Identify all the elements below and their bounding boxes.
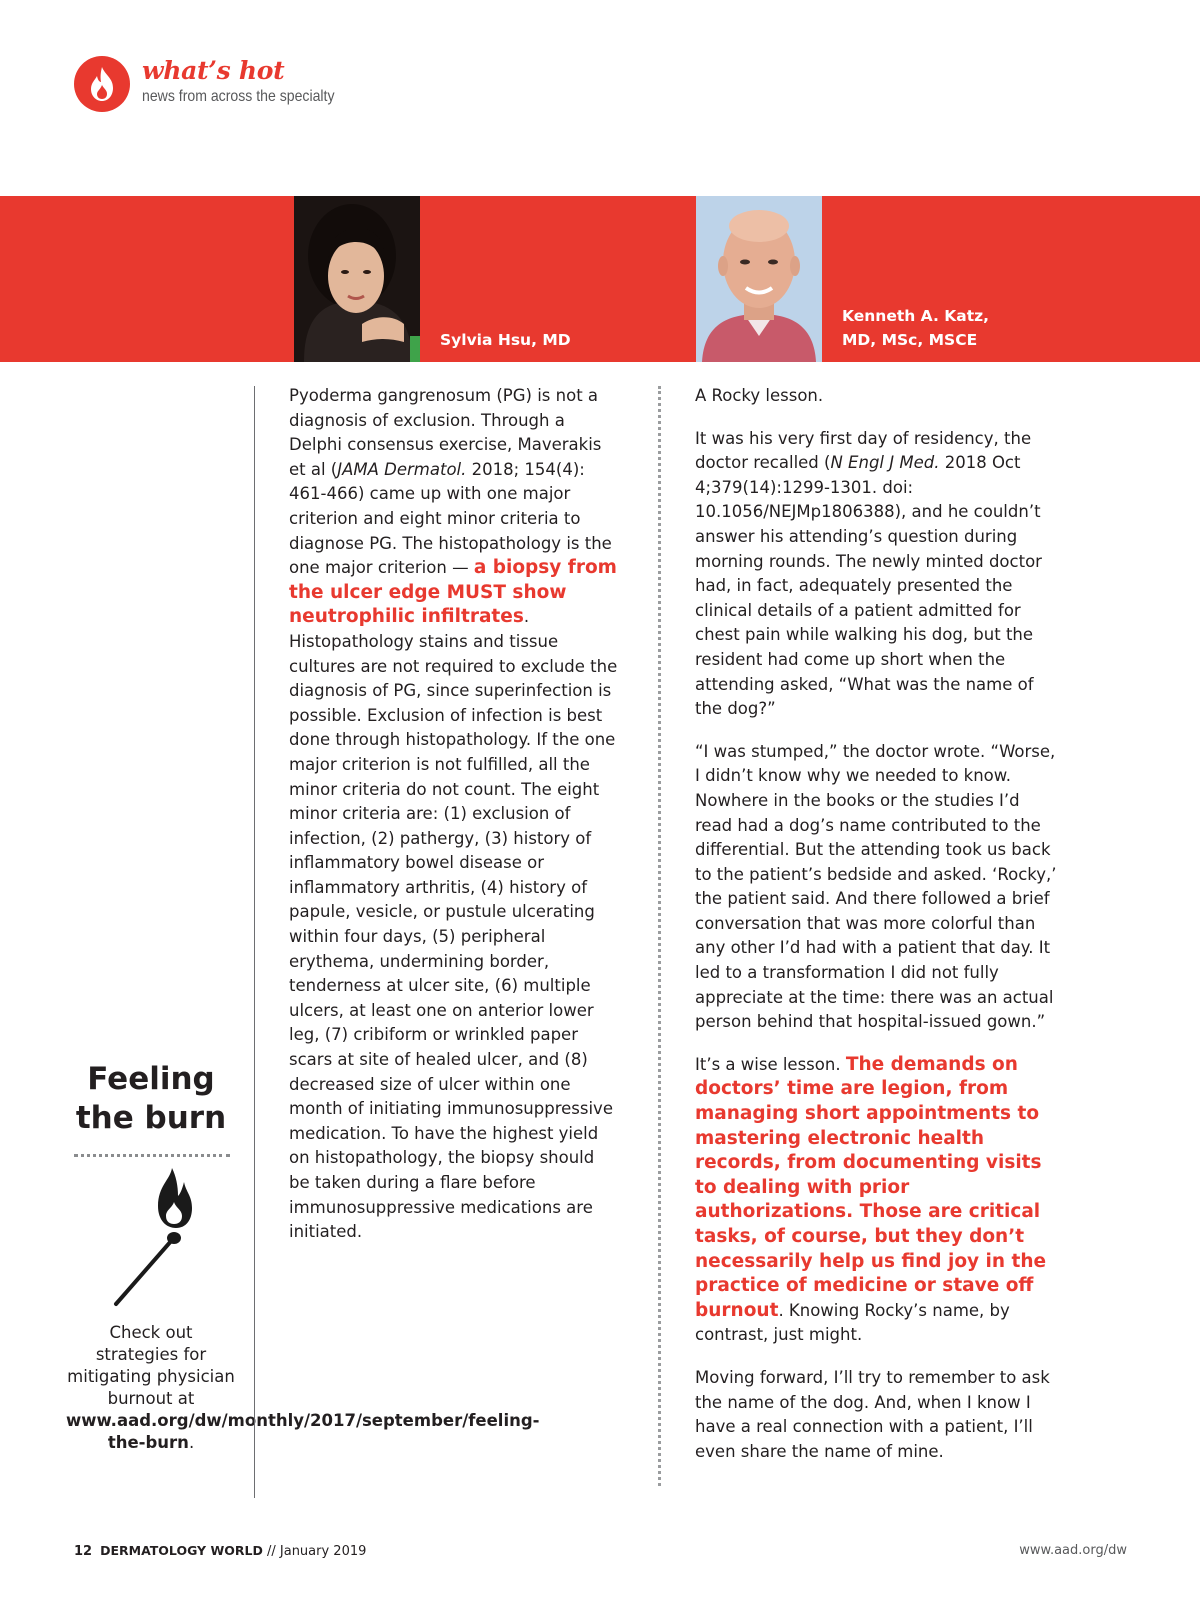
- hsu-text-1: Pyoderma gangrenosum (PG) is not a diagnosis of exclusion. Through a Delphi consensus exercise, Maverakis et al (: [289, 386, 602, 479]
- footer-left: [74, 1543, 366, 1559]
- katz-paragraph-4: [695, 1053, 1060, 1348]
- burning-match-icon: [106, 1168, 196, 1312]
- hsu-paragraph: [289, 384, 619, 1245]
- page-number: 12: [74, 1544, 93, 1559]
- sidebar-text-lead: Check out strategies for mitigating physician burnout at: [67, 1323, 235, 1408]
- flame-logo: [74, 56, 130, 112]
- katz-p2-text-a: It was his very first day of residency, the doctor recalled (: [695, 428, 1032, 473]
- sidebar-text-end: .: [188, 1433, 195, 1452]
- hsu-text-3: . Histopathology stains and tissue cultures are not required to exclude the diagnosis of PG, since superinfection is possible. Exclusion of infection is best done through histopathology. If the one major criterion is not fulfilled, all the minor criteria do not count. The eight minor criteria are: (1) exclusion of infection, (2) pathergy, (3) history of inflammatory bowel disease or inflammatory arthritis, (4) history of papule, vesicle, or pustule ulcerating within four days, (5) peripheral erythema, undermining border, tenderness at ulcer site, (6) multiple ulcers, at least one on anterior lower leg, (7) cribiform or wrinkled paper scars at site of healed ulcer, and (8) decreased size of ulcer within one month of initiating immunosuppressive medication. To have the highest yield on histopathology, the biopsy should be taken during a flare before immunosuppressive medications are initiated.: [289, 607, 618, 1242]
- katz-paragraph-2: [695, 427, 1060, 722]
- katz-paragraph-5: Moving forward, I’ll try to remember to ask the name of the dog. And, when I know I have a real connection with a patient, I’ll even share the name of mine.: [695, 1367, 1050, 1461]
- flame-icon: [86, 65, 118, 103]
- author-photo-katz: [696, 196, 822, 362]
- sidebar-divider: [74, 1154, 230, 1157]
- section-subtitle: news from across the specialty: [142, 88, 335, 105]
- sidebar-rule: [254, 386, 255, 1498]
- hsu-column: [289, 384, 619, 1263]
- sidebar-title-line2: the burn: [75, 1100, 227, 1136]
- author-photo-hsu: [294, 196, 420, 362]
- hsu-text-2: 2018; 154(4): 461-466) came up with one major criterion and eight minor criteria to diagnose PG. The histopathology is the one major criterion —: [289, 459, 612, 578]
- sidebar-text: [66, 1322, 540, 1454]
- katz-paragraph-3: “I was stumped,” the doctor wrote. “Worse, I didn’t know why we needed to know. Nowhere in the books or the studies I’d read had a dog’s name contributed to the differential. But the attending took us back to the patient’s bedside and asked. ‘Rocky,’ the patient said. And there followed a brief conversation that was more colorful than any other I’d had with a patient that day. It led to a transformation I did not fully appreciate at the time: there was an actual person behind that hospital-issued gown.”: [695, 741, 1057, 1032]
- katz-paragraph-1: A Rocky lesson.: [695, 386, 824, 405]
- katz-p2-text-b: 2018 Oct 4;379(14):1299-1301. doi: 10.1056/NEJMp1806388), and he couldn’t answer his attending’s question during morning rounds. The newly minted doctor had, in fact, adequately presented the clinical details of a patient admitted for chest pain while walking his dog, but the resident had come up short when the attending asked, “What was the name of the dog?”: [695, 453, 1042, 719]
- sidebar-link[interactable]: www.aad.org/dw/monthly/2017/september/feeling-the-burn: [66, 1411, 540, 1452]
- sidebar-title-line1: Feeling: [87, 1061, 215, 1097]
- footer-separator: //: [262, 1544, 280, 1559]
- hsu-journal: JAMA Dermatol.: [337, 459, 467, 479]
- katz-column: [695, 384, 1060, 1482]
- author-name-katz: [842, 304, 1022, 352]
- column-divider: [658, 386, 661, 1486]
- katz-p4-text-a: It’s a wise lesson.: [695, 1054, 846, 1074]
- author-name-hsu: Sylvia Hsu, MD: [440, 331, 571, 349]
- sidebar-title: [66, 1060, 236, 1138]
- katz-highlight: The demands on doctors’ time are legion, from managing short appointments to mastering electronic health records, from documenting visits to dealing with prior authorizations. Those are critical tasks, of course, but they don’t necessarily help us find joy in the practice of medicine or stave off burnout: [695, 1053, 1047, 1321]
- author-name-katz-line2: MD, MSc, MSCE: [842, 331, 978, 349]
- author-name-katz-line1: Kenneth A. Katz,: [842, 307, 990, 325]
- katz-p4-text-b: . Knowing Rocky’s name, by contrast, just might.: [695, 1300, 1010, 1345]
- footer-url[interactable]: www.aad.org/dw: [1019, 1543, 1127, 1558]
- issue-date: January 2019: [279, 1544, 367, 1559]
- magazine-name: DERMATOLOGY WORLD: [100, 1543, 263, 1558]
- katz-journal: N Engl J Med.: [830, 453, 940, 473]
- section-title: what’s hot: [142, 56, 285, 85]
- hsu-highlight: a biopsy from the ulcer edge MUST show neutrophilic infiltrates: [289, 557, 617, 628]
